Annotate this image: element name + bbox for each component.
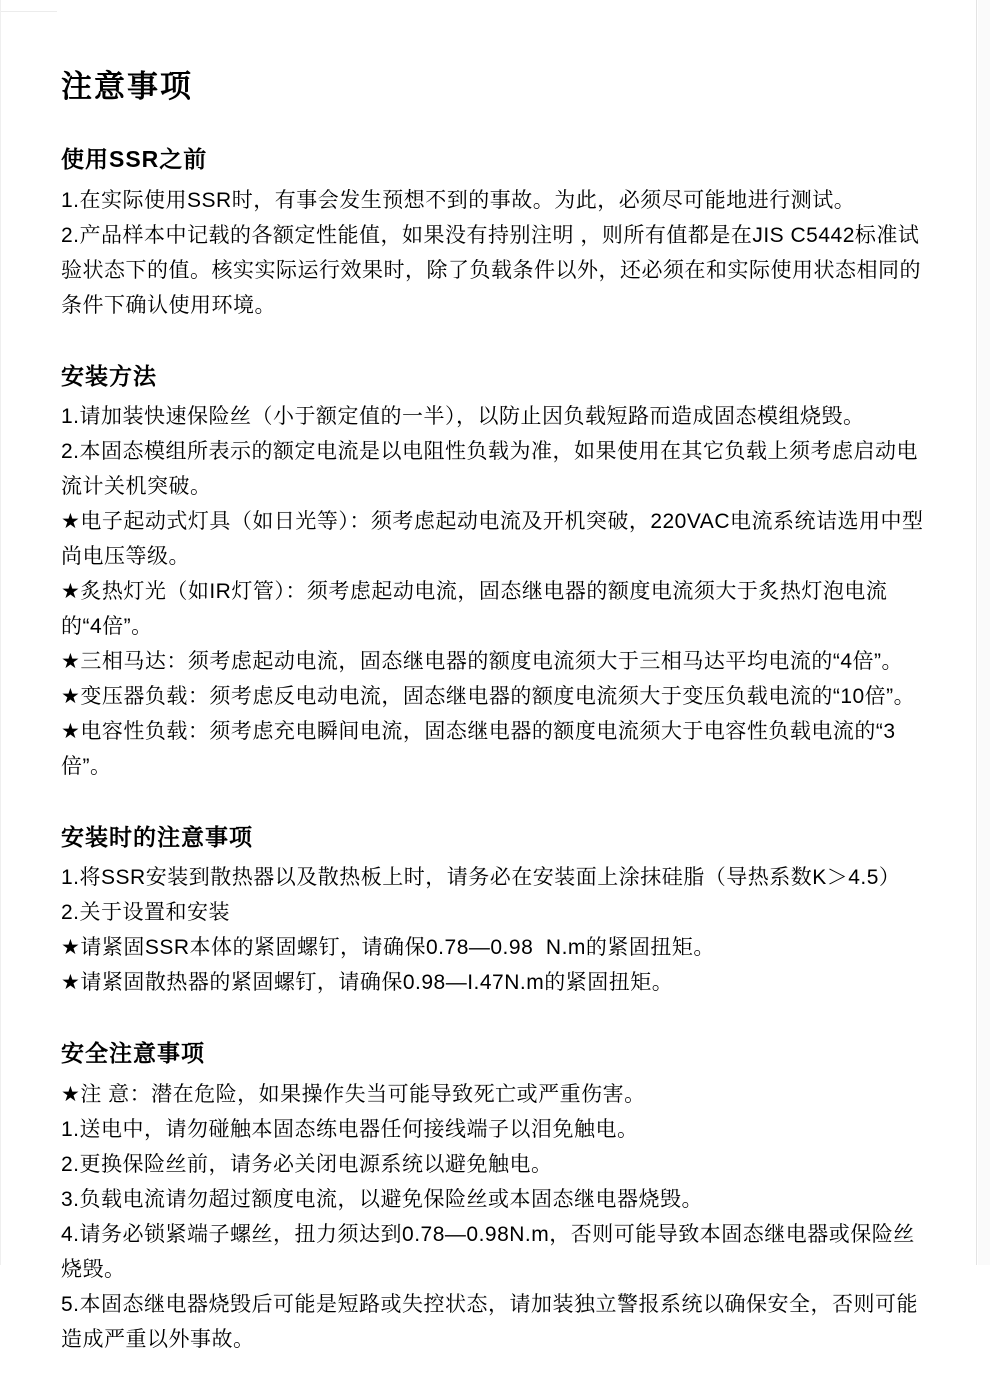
section-heading: 使用SSR之前 [61, 146, 208, 173]
numbered-item-line: 2.本固态模组所表示的额定电流是以电阻性负载为准，如果使用在其它负载上须考虑启动电流计关机突破。 [61, 439, 919, 498]
numbered-item-line: 3.负载电流请勿超过额度电流，以避免保险丝或本固态继电器烧毁。 [61, 1187, 704, 1211]
page-title: 注意事项 [61, 69, 193, 104]
section-4 [61, 1040, 928, 1356]
star-note-line: ★注 意：潜在危险，如果操作失当可能导致死亡或严重伤害。 [61, 1082, 646, 1106]
page-right-gutter [978, 0, 990, 1265]
star-note-line: ★请紧固散热器的紧固螺钉，请确保0.98—I.47N.m的紧固扭矩。 [61, 971, 674, 995]
section-heading: 安装方法 [61, 362, 157, 389]
numbered-item-line: 2.产品样本中记载的各额定性能值，如果没有持别注明 ，则所有值都是在JIS C5442标准试验状态下的值。核实实际运行效果时，除了负载条件以外，还必须在和实际使用状态相同的条件下确认使用环境。 [61, 223, 921, 317]
star-note-line: ★三相马达：须考虑起动电流，固态继电器的额度电流须大于三相马达平均电流的“4倍”。 [61, 649, 903, 673]
star-note-line: ★变压器负载：须考虑反电动电流，固态继电器的额度电流须大于变压负载电流的“10倍”。 [61, 684, 916, 708]
sections-container [61, 146, 928, 1357]
star-note-line: ★请紧固SSR本体的紧固螺钉，请确保0.78—0.98 N.m的紧固扭矩。 [61, 936, 715, 960]
numbered-item-line: 1.送电中，请勿碰触本固态练电器任何接线端子以泪免触电。 [61, 1117, 639, 1141]
star-note-line: ★炙热灯光（如IR灯管）：须考虑起动电流，固态继电器的额度电流须大于炙热灯泡电流的“4倍”。 [61, 579, 888, 638]
numbered-item-line: 2.更换保险丝前，请务必关闭电源系统以避免触电。 [61, 1152, 553, 1176]
section-2 [61, 363, 928, 784]
section-heading: 安全注意事项 [61, 1040, 205, 1067]
section-3 [61, 824, 928, 1000]
numbered-item-line: 1.将SSR安装到散热器以及散热板上时，请务必在安装面上涂抹硅脂（导热系数K＞4.5） [61, 866, 901, 890]
numbered-item-line: 1.请加装快速保险丝（小于额定值的一半），以防止因负载短路而造成固态模组烧毁。 [61, 404, 865, 428]
numbered-item-line: 1.在实际使用SSR时，有事会发生预想不到的事故。为此，必须尽可能地进行测试。 [61, 188, 856, 212]
top-left-border-artifact [1, 11, 57, 12]
star-note-line: ★电容性负载：须考虑充电瞬间电流，固态继电器的额度电流须大于电容性负载电流的“3倍”。 [61, 719, 896, 778]
numbered-item-line: 2.关于设置和安装 [61, 901, 231, 925]
section-heading: 安装时的注意事项 [61, 823, 253, 850]
document-content [1, 0, 976, 1397]
section-1 [61, 146, 928, 322]
numbered-item-line: 4.请务必锁紧端子螺丝，扭力须达到0.78—0.98N.m，否则可能导致本固态继电器或保险丝烧毁。 [61, 1222, 915, 1281]
star-note-line: ★电子起动式灯具（如日光等）：须考虑起动电流及开机突破，220VAC电流系统诘选用中型尚电压等级。 [61, 509, 924, 568]
numbered-item-line: 5.本固态继电器烧毁后可能是短路或失控状态，请加装独立警报系统以确保安全，否则可能造成严重以外事故。 [61, 1292, 919, 1351]
